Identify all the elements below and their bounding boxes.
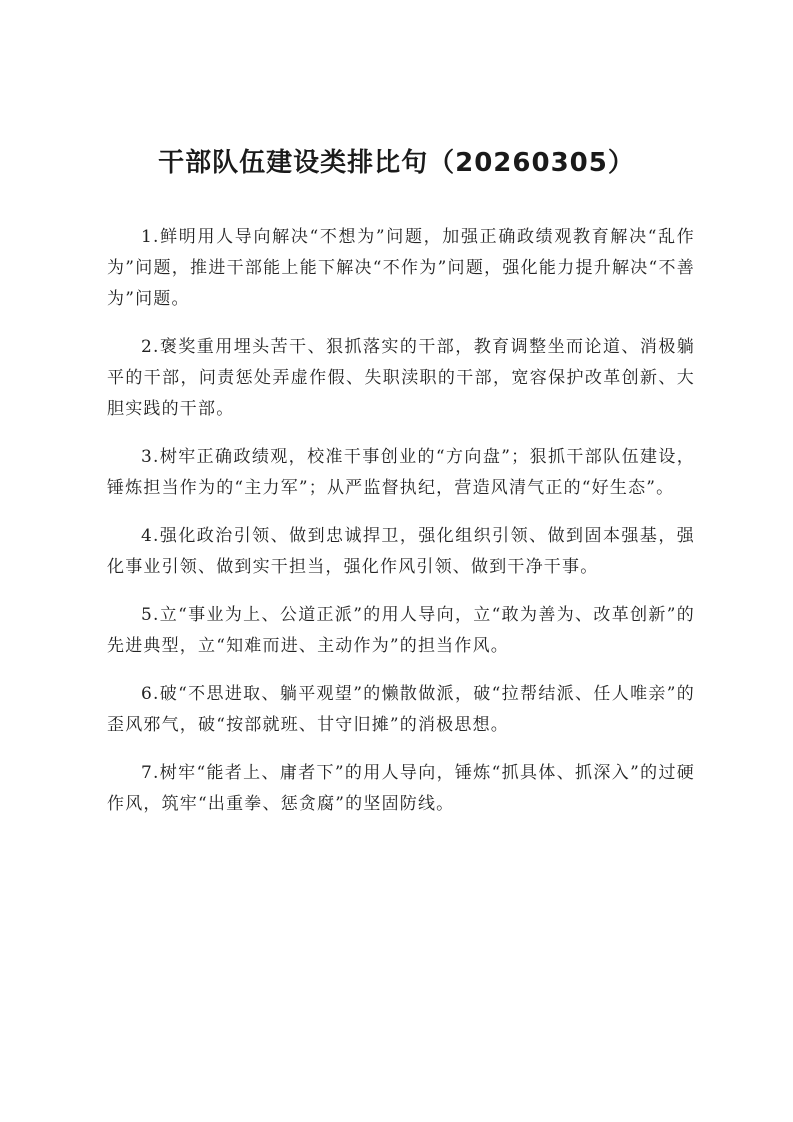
paragraph-5: 5.立“事业为上、公道正派”的用人导向，立“敢为善为、改革创新”的先进典型，立“知难而进、主动作为”的担当作风。 bbox=[107, 605, 695, 656]
paragraph-2: 2.褒奖重用埋头苦干、狠抓落实的干部，教育调整坐而论道、消极躺平的干部，问责惩处弄虚作假、失职渎职的干部，宽容保护改革创新、大胆实践的干部。 bbox=[107, 337, 695, 419]
paragraph-6: 6.破“不思进取、躺平观望”的懒散做派，破“拉帮结派、任人唯亲”的歪风邪气，破“按部就班、甘守旧摊”的消极思想。 bbox=[107, 684, 695, 735]
paragraph-7: 7.树牢“能者上、庸者下”的用人导向，锤炼“抓具体、抓深入”的过硬作风，筑牢“出重拳、惩贪腐”的坚固防线。 bbox=[107, 763, 695, 814]
paragraph-4: 4.强化政治引领、做到忠诚捍卫，强化组织引领、做到固本强基，强化事业引领、做到实干担当，强化作风引领、做到干净干事。 bbox=[107, 526, 695, 577]
document-body bbox=[107, 222, 695, 837]
paragraph-1: 1.鲜明用人导向解决“不想为”问题，加强正确政绩观教育解决“乱作为”问题，推进干部能上能下解决“不作为”问题，强化能力提升解决“不善为”问题。 bbox=[107, 227, 695, 309]
paragraph-3: 3.树牢正确政绩观，校准干事创业的“方向盘”；狠抓干部队伍建设，锤炼担当作为的“主力军”；从严监督执纪，营造风清气正的“好生态”。 bbox=[107, 447, 695, 498]
document-title: 干部队伍建设类排比句（20260305） bbox=[158, 148, 635, 178]
